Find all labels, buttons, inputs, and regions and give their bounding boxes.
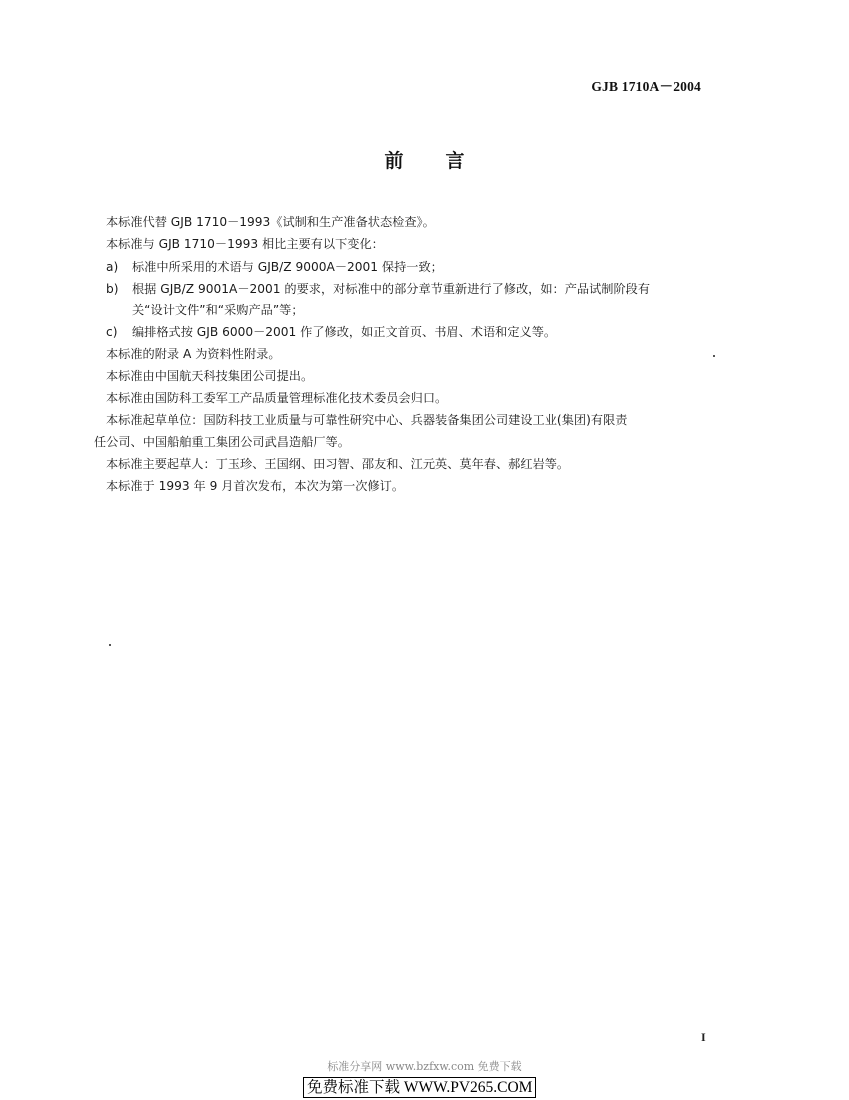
- paragraph-appendix: 本标准的附录 A 为资料性附录。: [106, 347, 281, 361]
- watermark-bzfxw: 标准分享网 www.bzfxw.com 免费下载: [327, 1060, 522, 1073]
- list-item-b: [106, 279, 708, 299]
- scan-speck: [109, 644, 111, 646]
- paragraph-issue-history: 本标准于 1993 年 9 月首次发布，本次为第一次修订。: [106, 479, 405, 493]
- paragraph-drafting-units: 本标准起草单位：国防科技工业质量与可靠性研究中心、兵器装备集团公司建设工业(集团)有限责: [106, 413, 628, 427]
- page-number: I: [701, 1030, 706, 1044]
- list-text-c: 编排格式按 GJB 6000－2001 作了修改，如正文首页、书眉、术语和定义等。: [132, 325, 557, 339]
- standard-number: GJB 1710A－2004: [591, 79, 701, 94]
- paragraph-drafters: 本标准主要起草人：丁玉珍、王国纲、田习智、邵友和、江元英、莫年春、郝红岩等。: [106, 457, 570, 471]
- page-title: [0, 146, 849, 173]
- watermark-pv265: 免费标准下载 WWW.PV265.COM: [303, 1077, 536, 1098]
- list-text-b-continued: 关“设计文件”和“采购产品”等；: [132, 303, 304, 317]
- paragraph-drafting-units-continued: 任公司、中国船舶重工集团公司武昌造船厂等。: [94, 435, 350, 449]
- paragraph-changes-intro: 本标准与 GJB 1710－1993 相比主要有以下变化：: [106, 237, 384, 251]
- paragraph-centralized-by: 本标准由国防科工委军工产品质量管理标准化技术委员会归口。: [106, 391, 448, 405]
- title-char-1: 前: [384, 150, 404, 172]
- list-label-a: a): [106, 260, 119, 274]
- list-item-c: [106, 322, 708, 342]
- list-label-c: c): [106, 325, 118, 339]
- list-text-a: 标准中所采用的术语与 GJB/Z 9000A－2001 保持一致；: [132, 260, 443, 274]
- list-item-a: [106, 257, 708, 277]
- paragraph-replaces: 本标准代替 GJB 1710－1993《试制和生产准备状态检查》。: [106, 215, 435, 229]
- list-label-b: b): [106, 282, 119, 296]
- scan-speck: [713, 355, 715, 357]
- paragraph-proposed-by: 本标准由中国航天科技集团公司提出。: [106, 369, 314, 383]
- list-text-b: 根据 GJB/Z 9001A－2001 的要求，对标准中的部分章节重新进行了修改，如：产品试制阶段有: [132, 282, 651, 296]
- title-char-2: 言: [445, 150, 465, 172]
